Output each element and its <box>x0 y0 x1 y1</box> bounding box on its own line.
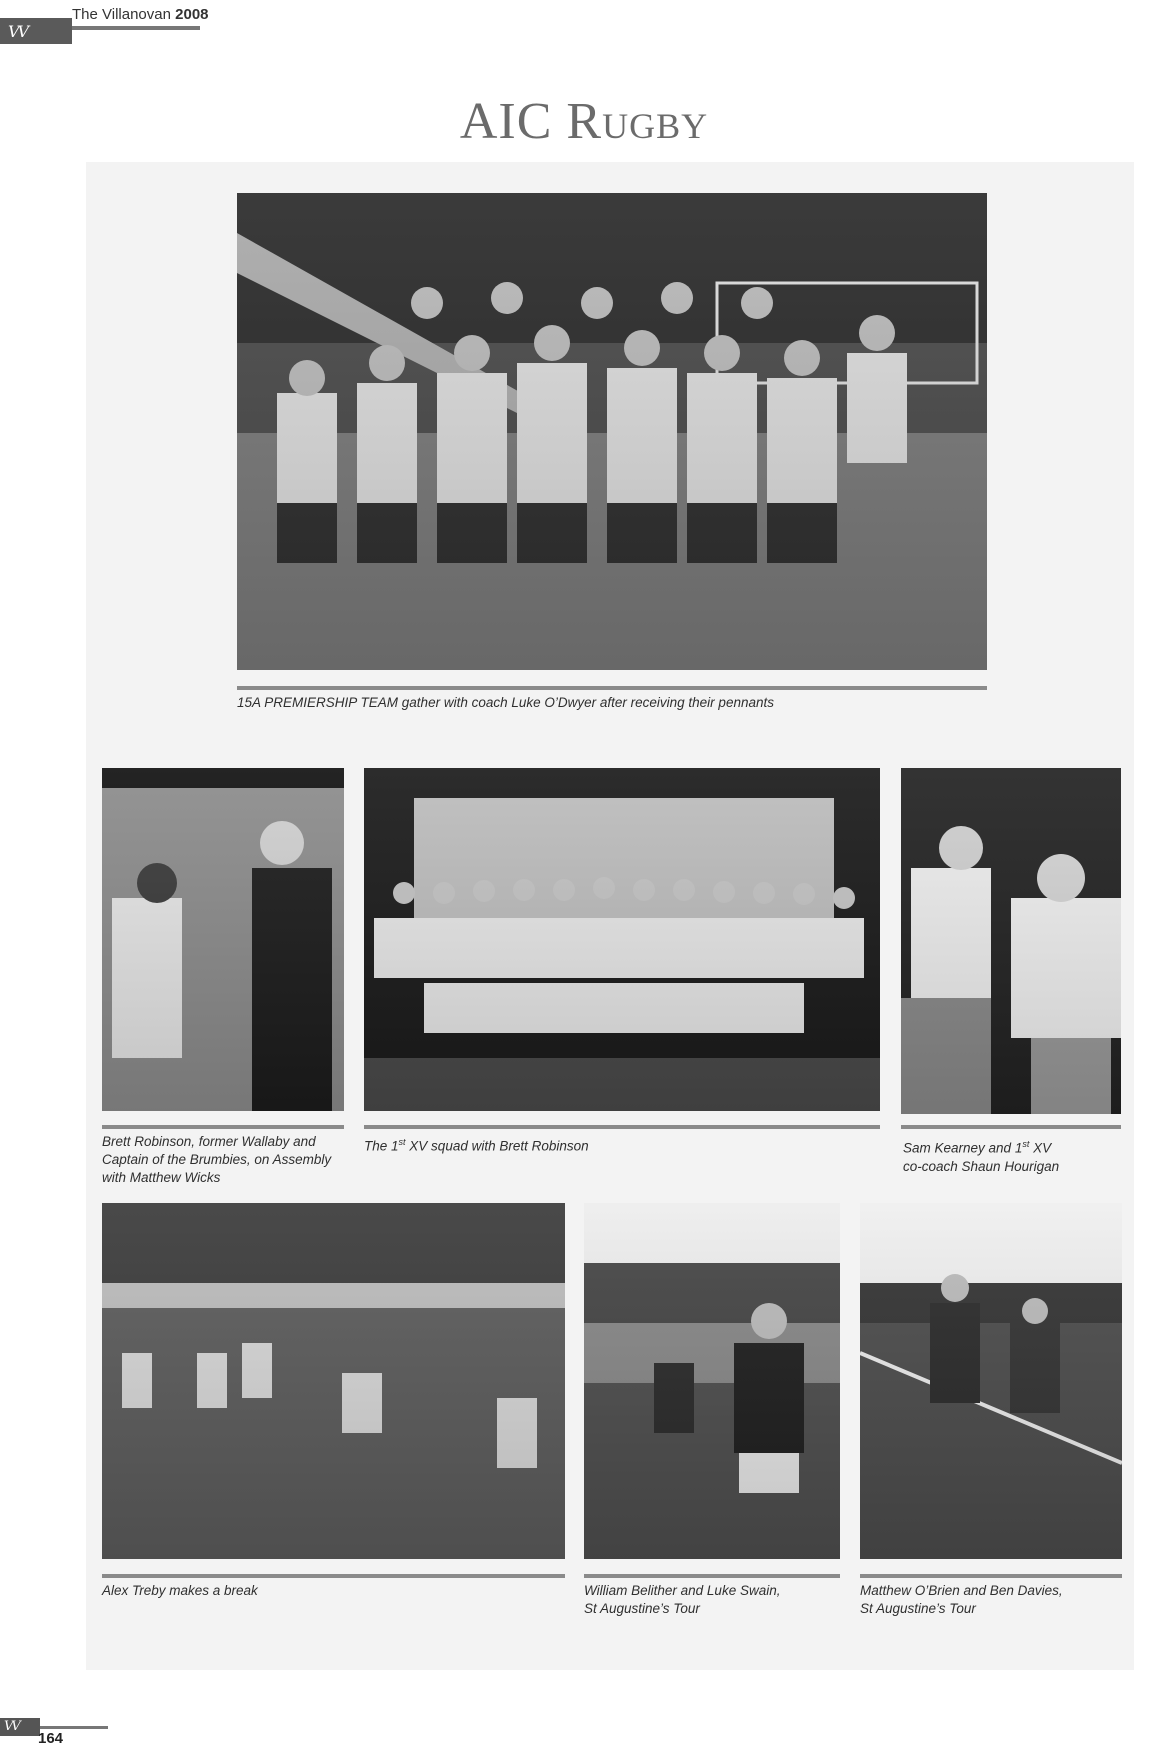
first-xv-squad-photo <box>364 768 880 1111</box>
caption-rule <box>584 1574 840 1578</box>
photo-caption: Brett Robinson, former Wallaby and Captain of the Brumbies, on Assembly with Matthew Wicks <box>102 1134 332 1185</box>
running-header <box>72 6 209 23</box>
co-coach-handshake-photo <box>901 768 1121 1114</box>
team-photo-illustration <box>237 193 987 670</box>
tour-players-photo-1 <box>584 1203 840 1559</box>
photo-caption: Alex Treby makes a break <box>102 1583 258 1598</box>
team-photo <box>237 193 987 670</box>
page-number: 164 <box>38 1730 64 1747</box>
caption-rule <box>364 1125 880 1129</box>
page-title: AIC Rugby <box>459 93 709 150</box>
publication-name: The Villanovan <box>72 6 171 23</box>
caption-rule <box>237 686 987 690</box>
photo-caption: The 1st XV squad with Brett Robinson <box>364 1137 589 1154</box>
photo-caption: William Belither and Luke Swain, St Augustine’s Tour <box>584 1583 781 1616</box>
match-action-photo <box>102 1203 565 1559</box>
assembly-handshake-photo <box>102 768 344 1111</box>
caption-rule <box>860 1574 1122 1578</box>
publication-logo: VV <box>0 18 72 44</box>
photo-caption: Sam Kearney and 1st XV co-coach Shaun Hourigan <box>903 1139 1060 1174</box>
footer-rule <box>40 1726 108 1729</box>
photo-caption: 15A PREMIERSHIP TEAM gather with coach Luke O’Dwyer after receiving their pennants <box>237 695 774 710</box>
caption-rule <box>102 1574 565 1578</box>
tour-players-photo-2 <box>860 1203 1122 1559</box>
caption-rule <box>901 1125 1121 1129</box>
header-rule <box>72 26 200 30</box>
photo-caption: Matthew O’Brien and Ben Davies, St Augustine’s Tour <box>860 1583 1063 1616</box>
footer-logo: VV <box>0 1718 40 1736</box>
publication-year: 2008 <box>175 6 209 23</box>
caption-rule <box>102 1125 344 1129</box>
